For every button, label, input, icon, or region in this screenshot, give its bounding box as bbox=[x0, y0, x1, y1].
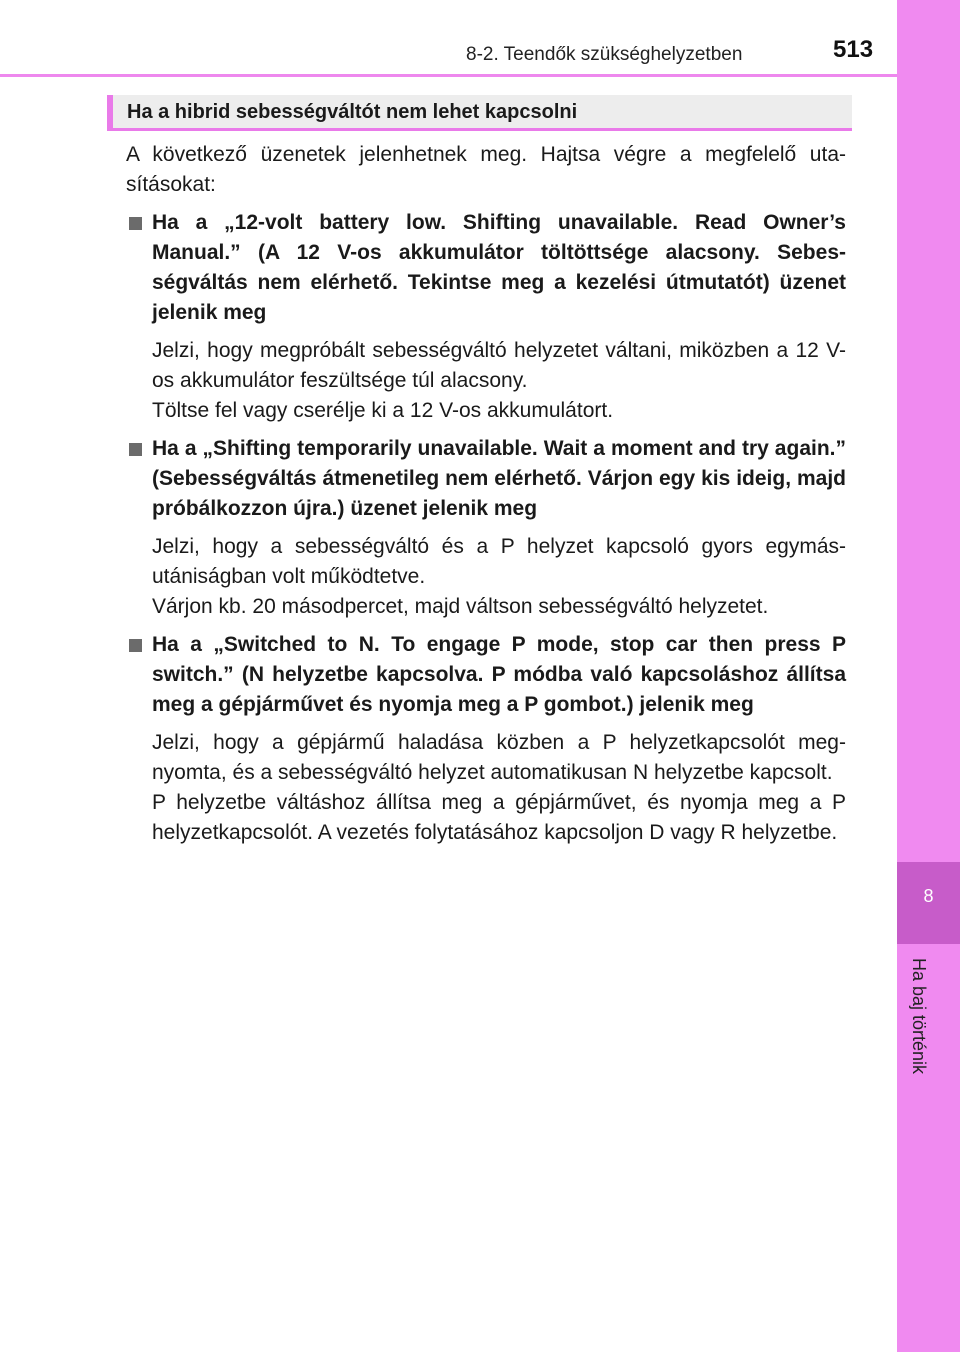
message-description bbox=[126, 728, 846, 848]
description-paragraph: Jelzi, hogy a sebességváltó és a P helyzet kapcsoló gyors egymásutániságban volt működtetve. bbox=[152, 535, 846, 588]
description-paragraph: Jelzi, hogy megpróbált sebességváltó helyzetet váltani, miközben a 12 V-os akkumulátor feszültsége túl alacsony. bbox=[152, 339, 846, 392]
message-title-text: Ha a „Switched to N. To engage P mode, stop car then press P switch.” (N helyzetbe kapcsolva. P módba való kapcsoláshoz állítsa meg a gépjárművet és nyomja meg a P gombot.) jelenik meg bbox=[152, 633, 846, 716]
running-header-section: 8-2. Teendők szükséghelyzetben bbox=[466, 44, 743, 65]
square-bullet-icon bbox=[129, 443, 142, 456]
message-title-text: Ha a „Shifting temporarily unavailable. Wait a moment and try again.” (Sebességváltás átmenetileg nem elérhető. Várjon egy kis ideig, majd próbálkozzon újra.) üzenet jelenik meg bbox=[152, 437, 846, 520]
message-title bbox=[126, 208, 846, 328]
header-rule bbox=[0, 74, 897, 77]
intro-paragraph: A következő üzenetek jelenhetnek meg. Hajtsa végre a megfelelő utasításokat: bbox=[126, 143, 846, 196]
chapter-number: 8 bbox=[923, 886, 934, 906]
message-title bbox=[126, 434, 846, 524]
message-item bbox=[126, 630, 846, 848]
square-bullet-icon bbox=[129, 217, 142, 230]
chapter-title: Ha baj történik bbox=[909, 958, 929, 1075]
page-number: 513 bbox=[833, 36, 874, 63]
message-title-text: Ha a „12-volt battery low. Shifting unavailable. Read Owner’s Manual.” (A 12 V-os akkumulátor töltöttsége alacsony. Sebességváltás nem elérhető. Tekintse meg a kezelési útmutatót) üzenet jelenik meg bbox=[152, 211, 846, 324]
message-description bbox=[126, 336, 846, 426]
chapter-side-tab bbox=[897, 0, 960, 1352]
description-paragraph: Jelzi, hogy a gépjármű haladása közben a P helyzetkapcsolót megnyomta, és a sebességváltó helyzet automatikusan N helyzetbe kapcsolt. bbox=[152, 731, 846, 784]
section-heading: Ha a hibrid sebességváltót nem lehet kapcsolni bbox=[127, 101, 578, 123]
description-paragraph: Várjon kb. 20 másodpercet, majd váltson sebességváltó helyzetet. bbox=[152, 595, 769, 618]
message-description bbox=[126, 532, 846, 622]
description-paragraph: Töltse fel vagy cserélje ki a 12 V-os akkumulátort. bbox=[152, 399, 614, 422]
section-heading-bar bbox=[107, 95, 852, 131]
message-title bbox=[126, 630, 846, 720]
message-item bbox=[126, 208, 846, 426]
square-bullet-icon bbox=[129, 639, 142, 652]
description-paragraph: P helyzetbe váltáshoz állítsa meg a gépjárművet, és nyomja meg a P helyzetkapcsolót. A vezetés folytatásához kapcsoljon D vagy R helyzetbe. bbox=[152, 791, 846, 844]
message-item bbox=[126, 434, 846, 622]
section-content bbox=[126, 140, 846, 848]
